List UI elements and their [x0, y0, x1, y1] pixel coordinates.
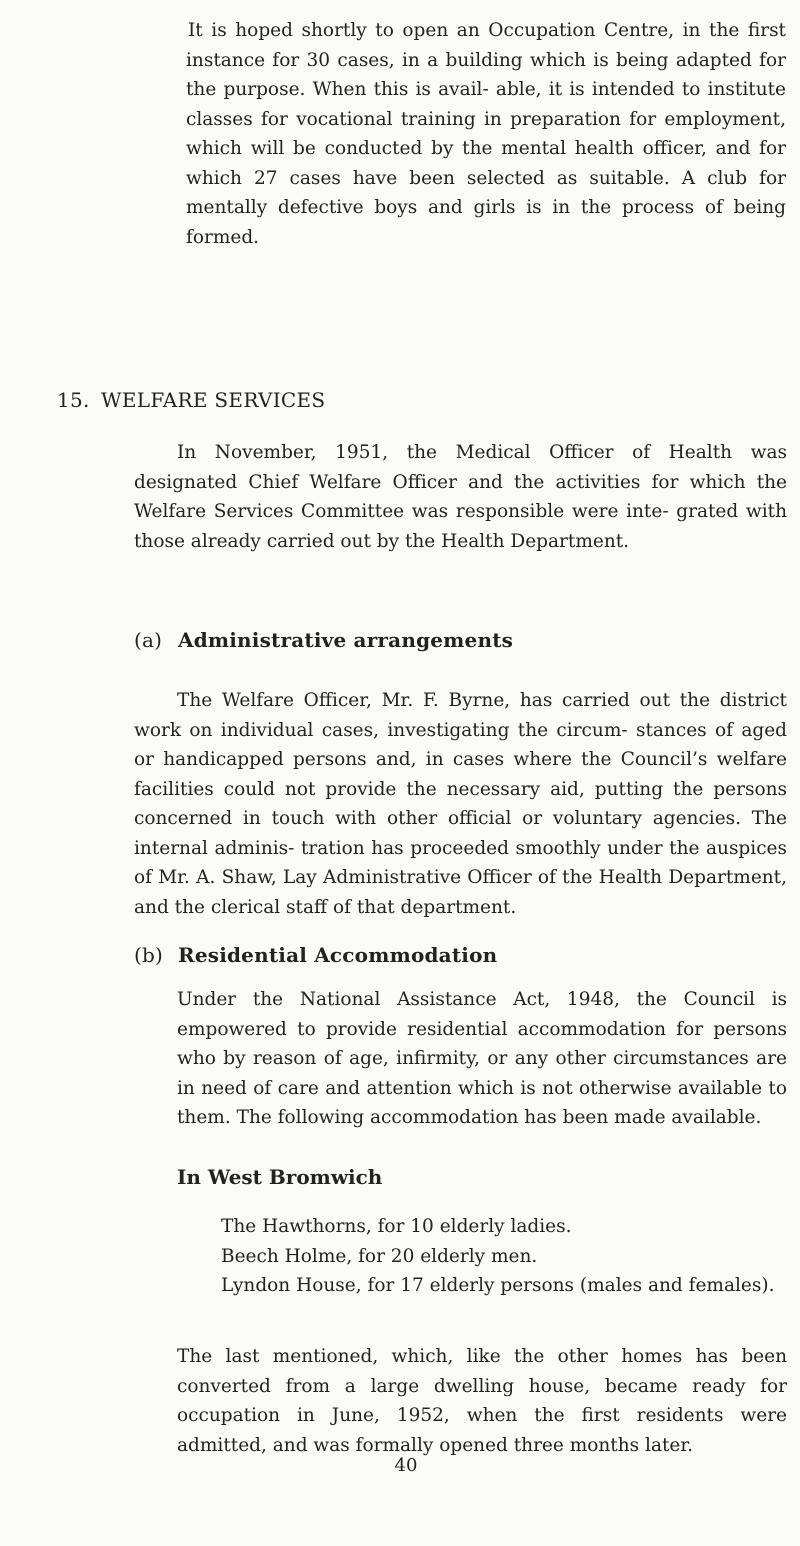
list-item: Beech Holme, for 20 elderly men.: [221, 1245, 538, 1267]
section-title: WELFARE SERVICES: [101, 388, 326, 412]
section-number: 15.: [57, 388, 90, 412]
subsection-b-title: Residential Accommodation: [178, 943, 498, 967]
section-heading: [57, 388, 325, 412]
subsection-b-paragraph: Under the National Assistance Act, 1948, the Council is empowered to provide residential accommodation for persons who by reason of age, infirmity, or any other circumstances are in need of care and attention which is not otherwise available to them. The following accommodation has been made available.: [177, 989, 787, 1128]
subsection-a-label: (a): [134, 628, 163, 652]
homes-list: [221, 1212, 787, 1301]
page-number: 40: [394, 1455, 418, 1476]
west-bromwich-heading: In West Bromwich: [177, 1165, 383, 1189]
subsection-b-heading: [134, 943, 497, 967]
intro-paragraph: It is hoped shortly to open an Occupation Centre, in the first instance for 30 cases, in a building which is being adapted for the purpose. When this is avail- able, it is intended to institute classes for vocational training in preparation for employment, which will be conducted by the mental health officer, and for which 27 cases have been selected as suitable. A club for mentally defective boys and girls is in the process of being formed.: [186, 20, 786, 248]
list-item: The Hawthorns, for 10 elderly ladies.: [221, 1216, 572, 1237]
subsection-a-title: Administrative arrangements: [178, 628, 514, 652]
subsection-a-paragraph: The Welfare Officer, Mr. F. Byrne, has carried out the district work on individual cases, investigating the circum- stances of aged or handicapped persons and, in cases where the Council’s welfare facilities could not provide the necessary aid, putting the persons concerned in touch with other official or voluntary agencies. The internal adminis- tration has proceeded smoothly under the auspices of Mr. A. Shaw, Lay Administrative Officer of the Health Department, and the clerical staff of that department.: [134, 690, 787, 918]
closing-paragraph: The last mentioned, which, like the other homes has been converted from a large dwelling house, became ready for occupation in June, 1952, when the first residents were admitted, and was formally opened three months later.: [177, 1346, 787, 1456]
welfare-intro-paragraph: In November, 1951, the Medical Officer of Health was designated Chief Welfare Officer and the activities for which the Welfare Services Committee was responsible were inte- grated with those already carried out by the Health Department.: [134, 442, 787, 552]
subsection-a-heading: [134, 628, 513, 652]
subsection-b-label: (b): [134, 943, 164, 967]
list-item: Lyndon House, for 17 elderly persons (males and females).: [221, 1275, 775, 1296]
